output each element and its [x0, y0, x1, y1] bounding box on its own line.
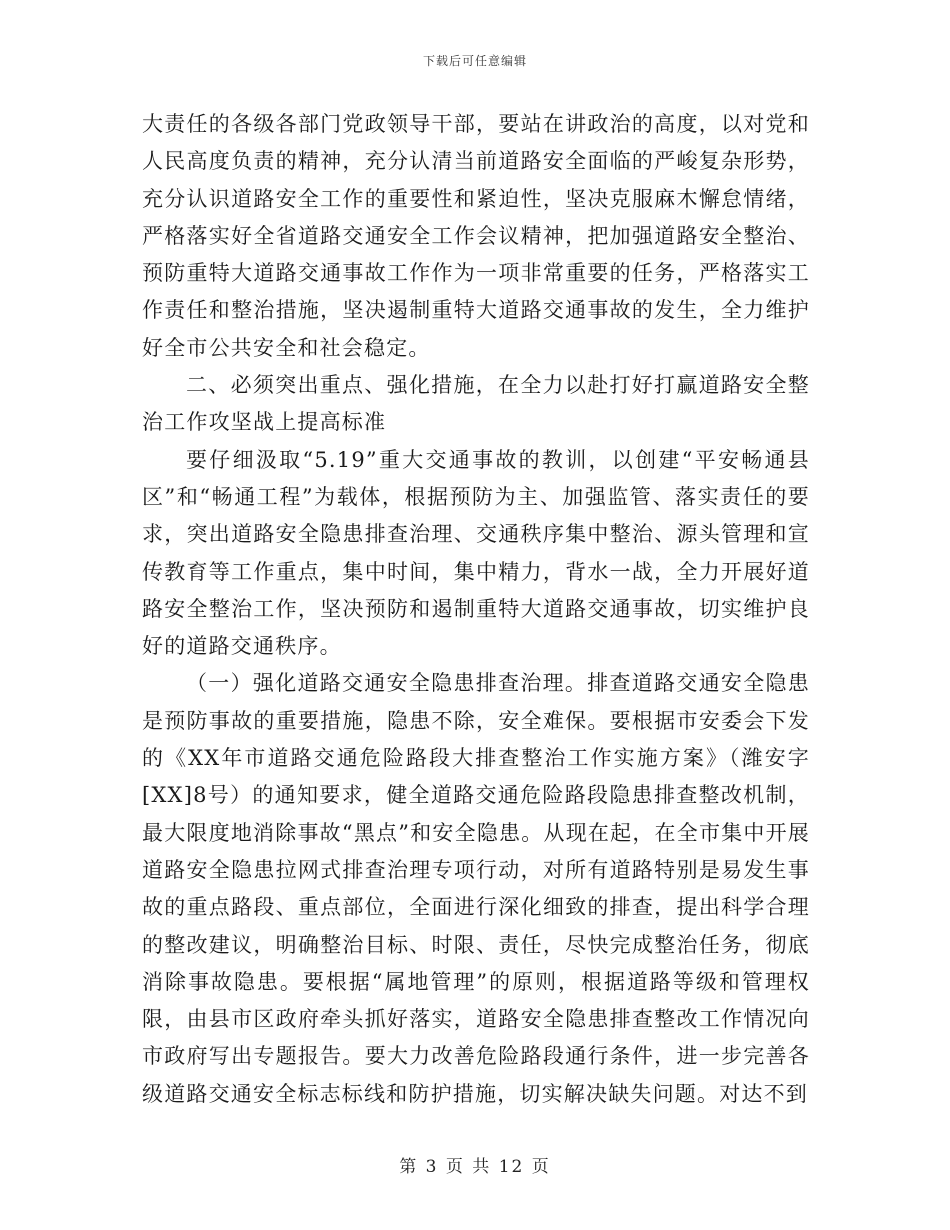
section-heading-two: 二、必须突出重点、强化措施，在全力以赴打好打赢道路安全整治工作攻坚战上提高标准 — [142, 373, 810, 435]
page-footer-page-number: 第 3 页 共 12 页 — [399, 1157, 551, 1177]
paragraph-lessons: 要仔细汲取“5.19”重大交通事故的教训，以创建“平安畅通县区”和“畅通工程”为载体，根据预防为主、加强监管、落实责任的要求，突出道路安全隐患排查治理、交通秩序集中整治、源头管理和宣传教育等工作重点，集中时间，集中精力，背水一战，全力开展好道路安全整治工作，坚决预防和遏制重特大道路交通事故，切实维护良好的道路交通秩序。 — [142, 447, 810, 659]
document-body — [142, 106, 810, 1113]
paragraph-continuation: 大责任的各级各部门党政领导干部，要站在讲政治的高度，以对党和人民高度负责的精神，充分认清当前道路安全面临的严峻复杂形势，充分认识道路安全工作的重要性和紧迫性，坚决克服麻木懈怠情绪，严格落实好全省道路交通安全工作会议精神，把加强道路安全整治、预防重特大道路交通事故工作作为一项非常重要的任务，严格落实工作责任和整治措施，坚决遏制重特大道路交通事故的发生，全力维护好全市公共安全和社会稳定。 — [142, 112, 810, 360]
paragraph-hazard-inspection: （一）强化道路交通安全隐患排查治理。排查道路交通安全隐患是预防事故的重要措施，隐患不除，安全难保。要根据市安委会下发的《XX年市道路交通危险路段大排查整治工作实施方案》（潍安字[XX]8号）的通知要求，健全道路交通危险路段隐患排查整改机制，最大限度地消除事故“黑点”和安全隐患。从现在起，在全市集中开展道路安全隐患拉网式排查治理专项行动，对所有道路特别是易发生事故的重点路段、重点部位，全面进行深化细致的排查，提出科学合理的整改建议，明确整治目标、时限、责任，尽快完成整治任务，彻底消除事故隐患。要根据“属地管理”的原则，根据道路等级和管理权限，由县市区政府牵头抓好落实，道路安全隐患排查整改工作情况向市政府写出专题报告。要大力改善危险路段通行条件，进一步完善各级道路交通安全标志标线和防护措施，切实解决缺失问题。对达不到 — [142, 671, 810, 1106]
page-header: 下载后可任意编辑 — [422, 54, 527, 68]
